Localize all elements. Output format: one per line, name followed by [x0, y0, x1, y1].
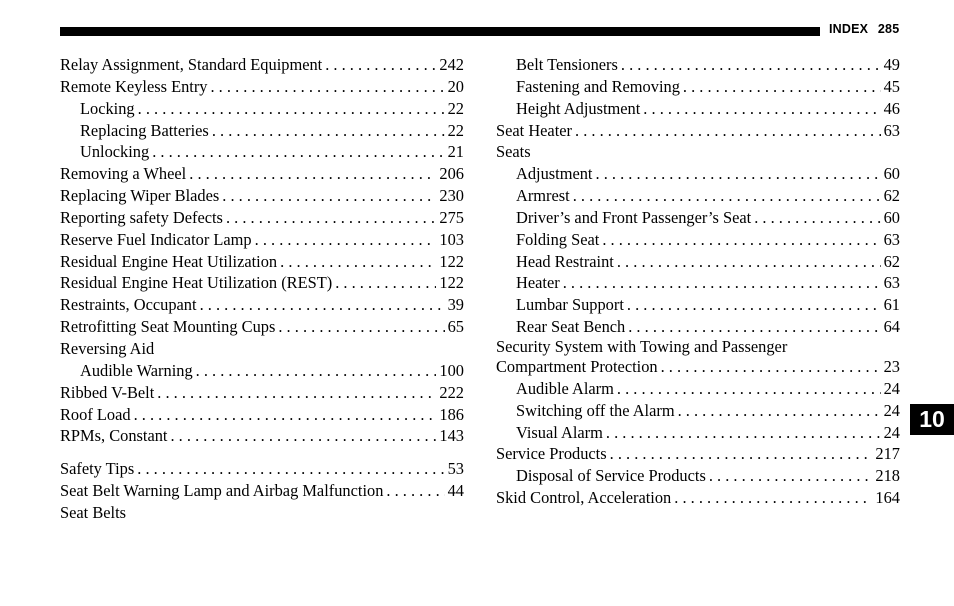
index-entry	[60, 272, 464, 294]
entry-label: Seats	[496, 142, 531, 162]
dot-leader	[709, 465, 873, 487]
entry-page: 62	[883, 186, 900, 206]
index-entry	[60, 98, 464, 120]
index-entry	[60, 360, 464, 382]
entry-label: Replacing Wiper Blades	[60, 186, 220, 206]
entry-label: Visual Alarm	[516, 422, 603, 442]
dot-leader	[754, 207, 880, 229]
entry-page: 44	[447, 481, 464, 501]
dot-leader	[134, 404, 437, 426]
dot-leader	[573, 185, 881, 207]
entry-page: 64	[883, 317, 900, 337]
entry-label: Ribbed V-Belt	[60, 382, 155, 402]
index-entry	[496, 422, 900, 444]
entry-label: Seat Belt Warning Lamp and Airbag Malfunction	[60, 481, 384, 501]
entry-label: Safety Tips	[60, 459, 135, 479]
entry-page: 60	[883, 164, 900, 184]
dot-leader	[157, 382, 436, 404]
dot-leader	[152, 141, 444, 163]
running-header	[829, 22, 899, 36]
entry-page: 164	[875, 488, 900, 508]
dot-leader	[617, 378, 881, 400]
index-entry	[60, 425, 464, 447]
entry-label: Security System with Towing and Passenger	[496, 337, 788, 356]
entry-label: Retrofitting Seat Mounting Cups	[60, 317, 276, 337]
dot-leader	[563, 272, 881, 294]
entry-label: Head Restraint	[516, 251, 614, 271]
entry-label: Reversing Aid	[60, 338, 155, 358]
dot-leader	[661, 356, 881, 378]
entry-label: RPMs, Constant	[60, 426, 168, 446]
entry-page: 63	[883, 120, 900, 140]
index-entry	[496, 98, 900, 120]
entry-page: 23	[883, 356, 900, 376]
page-number: 285	[877, 22, 900, 36]
entry-page: 61	[883, 295, 900, 315]
index-entry	[496, 229, 900, 251]
index-entry	[496, 272, 900, 294]
entry-page: 122	[439, 273, 464, 293]
index-entry	[60, 316, 464, 338]
index-entry	[496, 443, 900, 465]
dot-leader	[170, 425, 436, 447]
entry-label: Locking	[80, 98, 135, 118]
entry-label: Restraints, Occupant	[60, 295, 197, 315]
entry-page: 21	[447, 142, 464, 162]
index-entry	[496, 251, 900, 273]
dot-leader	[196, 360, 437, 382]
dot-leader	[610, 443, 873, 465]
entry-page: 24	[883, 378, 900, 398]
index-entry	[60, 480, 464, 502]
entry-label: Rear Seat Bench	[516, 317, 626, 337]
dot-leader	[210, 76, 444, 98]
dot-leader	[386, 480, 444, 502]
entry-page: 242	[439, 55, 464, 74]
dot-leader	[596, 163, 881, 185]
index-entry	[496, 54, 900, 76]
dot-leader	[621, 54, 881, 76]
chapter-tab: 10	[910, 404, 954, 435]
index-entry	[60, 502, 464, 524]
dot-leader	[138, 98, 445, 120]
index-entry	[60, 229, 464, 251]
dot-leader	[627, 294, 881, 316]
entry-label: Roof Load	[60, 404, 131, 424]
index-entry	[496, 338, 900, 356]
entry-label: Seat Belts	[60, 502, 127, 522]
entry-label: Compartment Protection	[496, 356, 658, 376]
index-entry	[60, 163, 464, 185]
dot-leader	[222, 185, 436, 207]
index-entry	[60, 141, 464, 163]
entry-page: 62	[883, 251, 900, 271]
dot-leader	[255, 229, 437, 251]
dot-leader	[280, 251, 436, 273]
entry-label: Removing a Wheel	[60, 164, 187, 184]
entry-page: 186	[439, 404, 464, 424]
index-entry	[496, 120, 900, 142]
entry-label: Audible Warning	[80, 360, 193, 380]
entry-label: Height Adjustment	[516, 98, 641, 118]
entry-label: Unlocking	[80, 142, 150, 162]
index-entry	[60, 76, 464, 98]
entry-page: 22	[447, 120, 464, 140]
index-entry	[60, 458, 464, 480]
entry-label: Adjustment	[516, 164, 593, 184]
entry-label: Belt Tensioners	[516, 55, 618, 74]
entry-page: 24	[883, 400, 900, 420]
entry-label: Armrest	[516, 186, 570, 206]
entry-page: 103	[439, 229, 464, 249]
entry-label: Audible Alarm	[516, 378, 614, 398]
index-entry	[496, 465, 900, 487]
entry-label: Service Products	[496, 444, 607, 464]
index-entry	[496, 378, 900, 400]
entry-label: Disposal of Service Products	[516, 466, 706, 486]
entry-label: Residual Engine Heat Utilization	[60, 251, 278, 271]
entry-label: Lumbar Support	[516, 295, 624, 315]
entry-page: 63	[883, 229, 900, 249]
dot-leader	[226, 207, 436, 229]
entry-page: 53	[447, 459, 464, 479]
index-column-left	[60, 54, 464, 524]
entry-page: 20	[447, 76, 464, 96]
index-entry	[496, 141, 900, 163]
dot-leader	[200, 294, 445, 316]
index-entry	[60, 54, 464, 76]
entry-label: Relay Assignment, Standard Equipment	[60, 55, 323, 74]
index-entry	[496, 400, 900, 422]
index-entry	[496, 163, 900, 185]
entry-label: Driver’s and Front Passenger’s Seat	[516, 207, 752, 227]
dot-leader	[189, 163, 436, 185]
entry-label: Skid Control, Acceleration	[496, 488, 672, 508]
header-rule	[60, 27, 820, 36]
entry-page: 218	[875, 466, 900, 486]
entry-label: Folding Seat	[516, 229, 600, 249]
entry-page: 63	[883, 273, 900, 293]
index-entry	[60, 207, 464, 229]
entry-page: 49	[883, 55, 900, 74]
dot-leader	[617, 251, 881, 273]
index-entry	[496, 76, 900, 98]
index-entry	[496, 356, 900, 378]
entry-label: Reserve Fuel Indicator Lamp	[60, 229, 252, 249]
entry-page: 143	[439, 426, 464, 446]
index-entry	[60, 185, 464, 207]
entry-page: 230	[439, 186, 464, 206]
index-entry	[496, 207, 900, 229]
entry-page: 60	[883, 207, 900, 227]
dot-leader	[678, 400, 881, 422]
entry-label: Seat Heater	[496, 120, 572, 140]
index-entry	[60, 338, 464, 360]
index-column-right	[496, 54, 900, 509]
index-entry	[496, 487, 900, 509]
entry-page: 45	[883, 76, 900, 96]
index-entry	[60, 120, 464, 142]
index-entry	[496, 316, 900, 338]
entry-page: 22	[447, 98, 464, 118]
entry-page: 222	[439, 382, 464, 402]
dot-leader	[212, 120, 445, 142]
entry-label: Reporting safety Defects	[60, 207, 223, 227]
dot-leader	[325, 54, 436, 76]
entry-page: 275	[439, 207, 464, 227]
dot-leader	[674, 487, 872, 509]
dot-leader	[683, 76, 881, 98]
dot-leader	[602, 229, 880, 251]
index-entry	[60, 294, 464, 316]
dot-leader	[278, 316, 444, 338]
entry-page: 217	[875, 444, 900, 464]
entry-page: 46	[883, 98, 900, 118]
entry-page: 122	[439, 251, 464, 271]
dot-leader	[137, 458, 444, 480]
entry-label: Switching off the Alarm	[516, 400, 675, 420]
entry-page: 39	[447, 295, 464, 315]
entry-page: 24	[883, 422, 900, 442]
dot-leader	[606, 422, 881, 444]
index-entry	[60, 404, 464, 426]
entry-page: 65	[447, 317, 464, 337]
index-entry	[60, 251, 464, 273]
index-entry	[60, 382, 464, 404]
entry-label: Heater	[516, 273, 560, 293]
dot-leader	[335, 272, 436, 294]
entry-label: Residual Engine Heat Utilization (REST)	[60, 273, 333, 293]
entry-label: Replacing Batteries	[80, 120, 209, 140]
entry-page: 100	[439, 360, 464, 380]
section-title: INDEX	[829, 22, 869, 36]
entry-page: 206	[439, 164, 464, 184]
entry-label: Remote Keyless Entry	[60, 76, 208, 96]
dot-leader	[575, 120, 881, 142]
index-entry	[496, 185, 900, 207]
index-entry	[496, 294, 900, 316]
dot-leader	[628, 316, 880, 338]
entry-label: Fastening and Removing	[516, 76, 680, 96]
dot-leader	[643, 98, 880, 120]
